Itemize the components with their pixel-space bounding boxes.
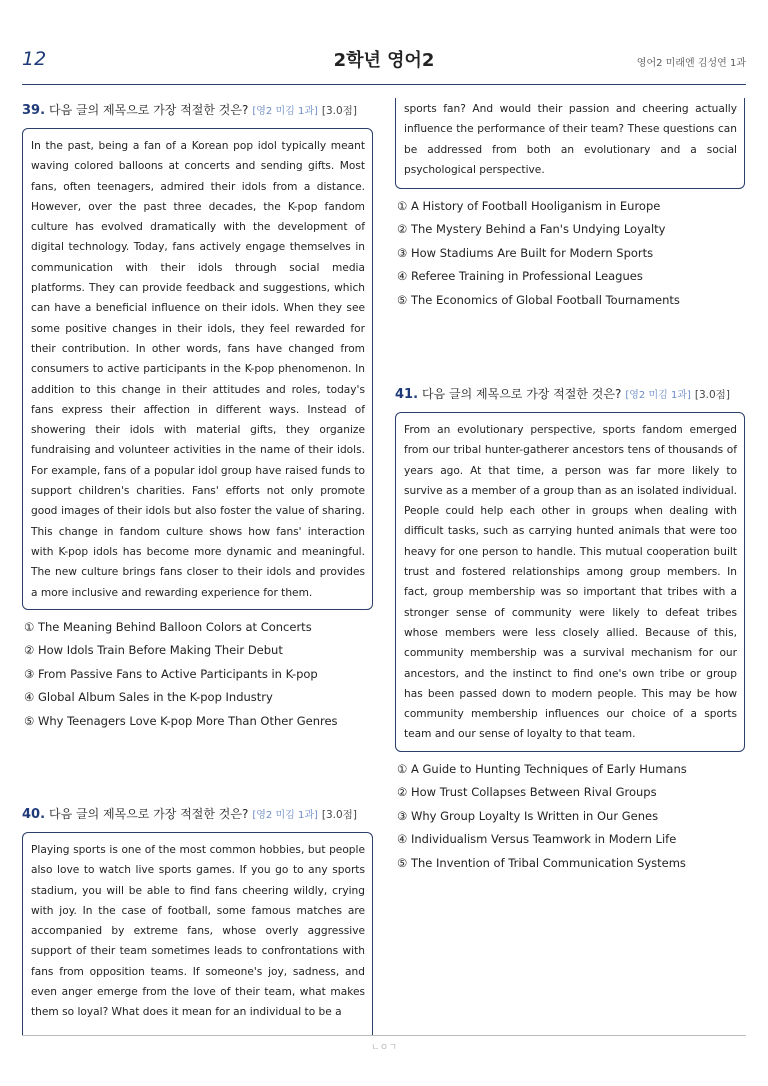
option-4[interactable]: ④ Global Album Sales in the K-pop Industry (24, 690, 273, 705)
question-41-options (397, 758, 687, 875)
option-5[interactable]: ⑤ The Invention of Tribal Communication Systems (397, 855, 686, 870)
question-41-title (395, 386, 730, 404)
question-score: [3.0점] (321, 105, 357, 117)
question-number: 39. (22, 103, 46, 118)
exam-subject-title: 2학년 영어2 (333, 50, 435, 71)
option-5[interactable]: ⑤ The Economics of Global Football Tournaments (397, 292, 680, 307)
question-tag: [영2 미김 1과] (252, 106, 318, 117)
footer-mark: ㄴㅇㄱ (370, 1043, 398, 1053)
question-number: 41. (395, 387, 419, 402)
option-3[interactable]: ③ From Passive Fans to Active Participants in K-pop (24, 666, 318, 681)
option-1[interactable]: ① The Meaning Behind Balloon Colors at Concerts (24, 620, 312, 634)
option-4[interactable]: ④ Referee Training in Professional Leagues (397, 269, 643, 284)
question-number: 40. (22, 807, 46, 822)
option-4[interactable]: ④ Individualism Versus Teamwork in Modern Life (397, 832, 677, 847)
question-41-passage: From an evolutionary perspective, sports fandom emerged from our tribal hunter-gatherer ancestors tens of thousands of years ago. At that time, a person was far more likely to survive as a member of a group than as an isolated individual. People could help each other in groups when dealing with difficult tasks, such as carrying hunted animals that were too heavy for one person to handle. This mutual cooperation built trust and fostered relationships among group members. In fact, group membership was so important that tribes with a stronger sense of community were likely to defeat tribes whose members were less closely allied. Because of this, community membership was a survival mechanism for our ancestors, and the instinct to find one's own tribe or group has been passed down to modern people. This may be how community membership influences our choice of a sports team and our sense of loyalty to that team. (395, 412, 745, 752)
question-39-title (22, 102, 357, 120)
option-2[interactable]: ② The Mystery Behind a Fan's Undying Loyalty (397, 222, 666, 237)
page-header (22, 44, 746, 85)
option-5[interactable]: ⑤ Why Teenagers Love K-pop More Than Other Genres (24, 713, 338, 728)
exam-source-label: 영어2 미래엔 김성연 1과 (636, 58, 746, 69)
page-number: 12 (22, 48, 47, 70)
option-3[interactable]: ③ How Stadiums Are Built for Modern Sports (397, 245, 654, 260)
question-prompt: 다음 글의 제목으로 가장 적절한 것은? (49, 807, 249, 821)
question-39-options (24, 616, 338, 733)
question-39-passage: In the past, being a fan of a Korean pop idol typically meant waving colored balloons at concerts and sending gifts. Most fans, often teenagers, admired their idols from a distance. However, over the past three decades, the K-pop fandom culture has evolved dramatically with the development of digital technology. Today, fans actively engage themselves in communication with their idols through social media platforms. They can provide feedback and suggestions, which can have a beneficial influence on their idols. When they see some positive changes in their idols, they feel rewarded for their contribution. In other words, fans have changed from consumers to active participants in the K-pop phenomenon. In addition to this change in their attitudes and roles, today's fans express their affection in different ways. Instead of showering their idols with material gifts, they organize fundraising and volunteer activities in the name of their idols. For example, fans of a popular idol group have raised funds to support children's charities. Fans' efforts not only promote good images of their idols but also foster the value of sharing. This change in fandom culture shows how fans' interaction with K-pop idols has become more dynamic and meaningful. The new culture brings fans closer to their idols and provides a more inclusive and rewarding experience for them. (22, 128, 373, 610)
option-1[interactable]: ① A History of Football Hooliganism in Europe (397, 199, 661, 213)
question-40-title (22, 806, 357, 824)
footer-divider (22, 1035, 746, 1036)
option-3[interactable]: ③ Why Group Loyalty Is Written in Our Genes (397, 808, 659, 823)
question-40-passage-part-1: Playing sports is one of the most common hobbies, but people also love to watch live sports games. If you go to any sports stadium, you will be able to find fans cheering wildly, crying with joy. In the case of football, some famous matches are accompanied by extreme fans, whose overly aggressive support of their team sometimes leads to confrontations with fans from opposition teams. If someone's joy, sadness, and even anger emerge from the love of their team, what makes them so loyal? What does it mean for an individual to be a (22, 832, 373, 1035)
question-40-options (397, 195, 680, 312)
option-2[interactable]: ② How Trust Collapses Between Rival Groups (397, 785, 657, 800)
question-40-passage-part-2: sports fan? And would their passion and cheering actually influence the performance of their team? These questions can be addressed from both an evolutionary and a social psychological perspective. (395, 98, 745, 189)
question-score: [3.0점] (321, 809, 357, 821)
option-1[interactable]: ① A Guide to Hunting Techniques of Early Humans (397, 762, 687, 776)
option-2[interactable]: ② How Idols Train Before Making Their Debut (24, 643, 283, 658)
question-tag: [영2 미김 1과] (252, 810, 318, 821)
question-prompt: 다음 글의 제목으로 가장 적절한 것은? (49, 103, 249, 117)
question-prompt: 다음 글의 제목으로 가장 적절한 것은? (422, 387, 622, 401)
question-score: [3.0점] (694, 389, 730, 401)
question-tag: [영2 미김 1과] (625, 390, 691, 401)
